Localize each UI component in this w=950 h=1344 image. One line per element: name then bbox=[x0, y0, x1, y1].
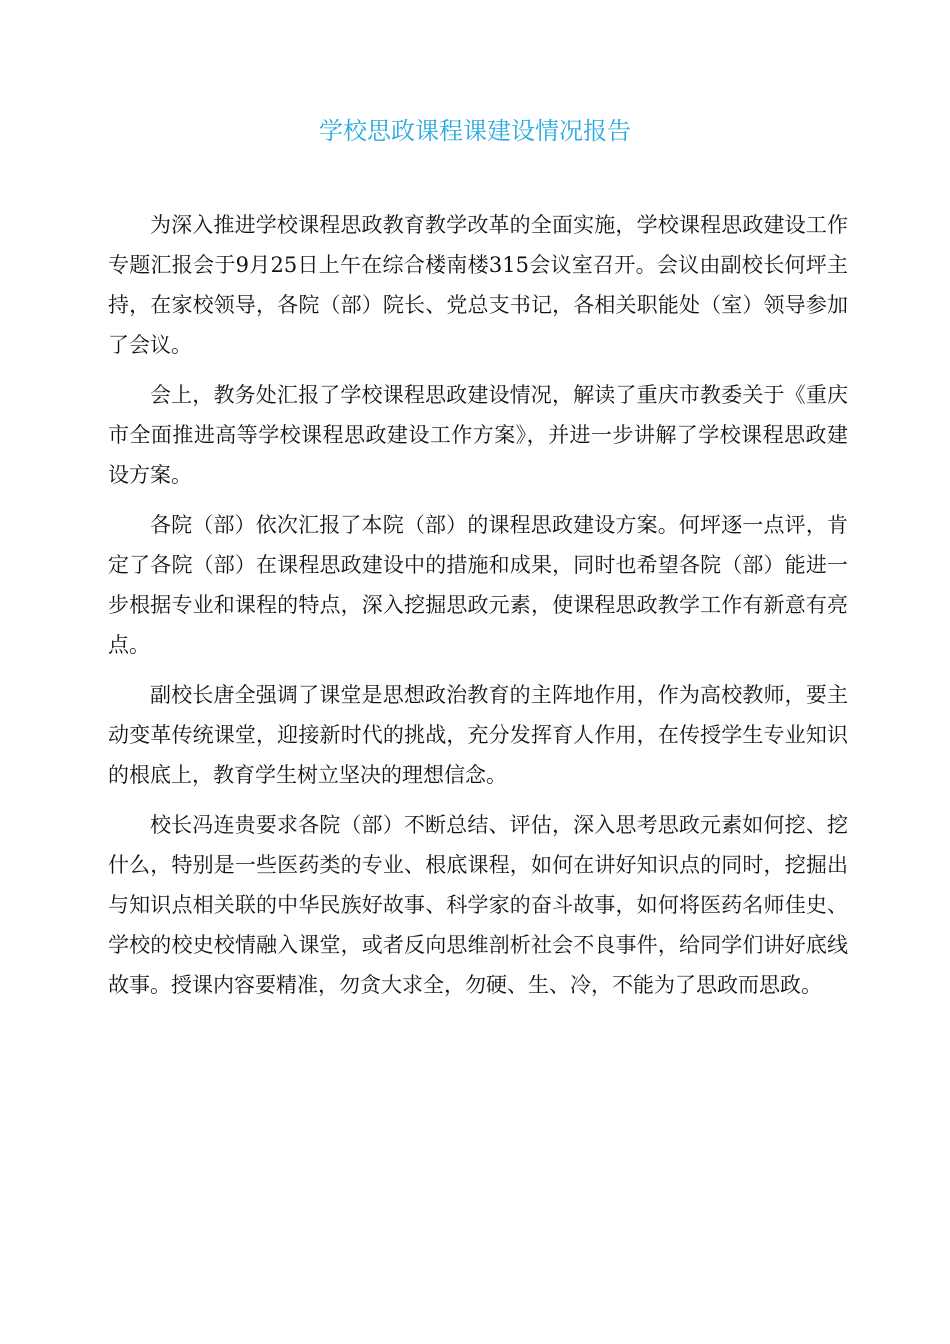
document-body bbox=[108, 205, 848, 1015]
paragraph-department-reports: 各院（部）依次汇报了本院（部）的课程思政建设方案。何坪逐一点评，肯定了各院（部）在课程思政建设中的措施和成果，同时也希望各院（部）能进一步根据专业和课程的特点，深入挖掘思政元素，使课程思政教学工作有新意有亮点。 bbox=[108, 513, 848, 657]
paragraph-academic-affairs-report: 会上，教务处汇报了学校课程思政建设情况，解读了重庆市教委关于《重庆市全面推进高等学校课程思政建设工作方案》，并进一步讲解了学校课程思政建设方案。 bbox=[108, 383, 848, 487]
paragraph-vice-president-remarks: 副校长唐全强调了课堂是思想政治教育的主阵地作用，作为高校教师，要主动变革传统课堂，迎接新时代的挑战，充分发挥育人作用，在传授学生专业知识的根底上，教育学生树立坚决的理想信念。 bbox=[108, 683, 848, 787]
paragraph-meeting-intro: 为深入推进学校课程思政教育教学改革的全面实施，学校课程思政建设工作专题汇报会于9月25日上午在综合楼南楼315会议室召开。会议由副校长何坪主持，在家校领导，各院（部）院长、党总支书记，各相关职能处（室）领导参加了会议。 bbox=[108, 213, 848, 357]
paragraph-president-requirements: 校长冯连贵要求各院（部）不断总结、评估，深入思考思政元素如何挖、挖什么，特别是一些医药类的专业、根底课程，如何在讲好知识点的同时，挖掘出与知识点相关联的中华民族好故事、科学家的奋斗故事，如何将医药名师佳史、学校的校史校情融入课堂，或者反向思维剖析社会不良事件，给同学们讲好底线故事。授课内容要精准，勿贪大求全，勿硬、生、冷，不能为了思政而思政。 bbox=[108, 813, 848, 997]
document-title: 学校思政课程课建设情况报告 bbox=[319, 117, 631, 145]
